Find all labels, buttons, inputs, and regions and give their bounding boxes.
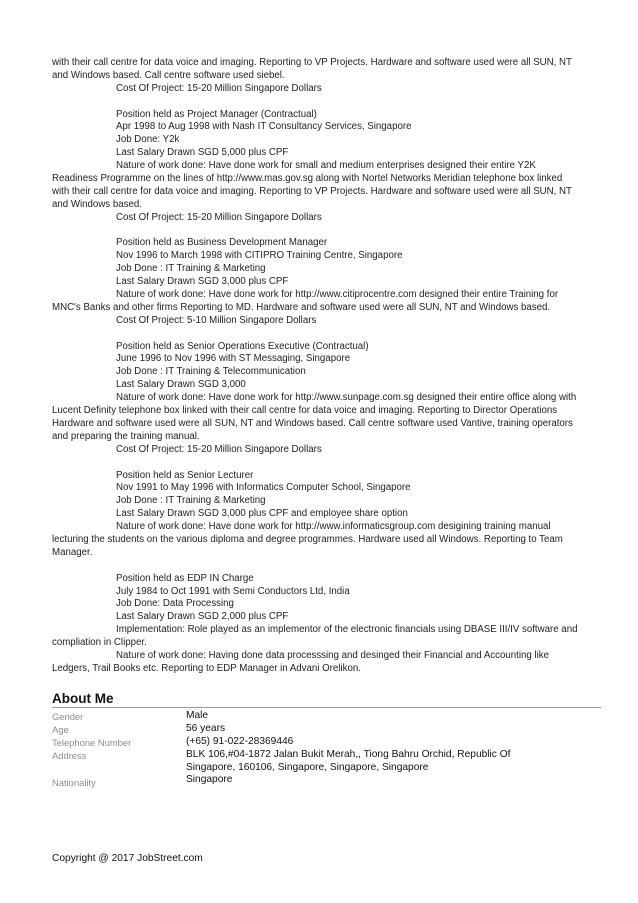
text-line: Hardware and software used were all SUN, NT and Windows based. Call centre software used Vantive, training operators <box>52 417 573 429</box>
telephone-label: Telephone Number <box>52 737 132 748</box>
address-label: Address <box>52 750 87 761</box>
text-line: Job Done : IT Training & Marketing <box>116 495 266 507</box>
text-line: Nature of work done: Having done data processsing and desinged their Financial and Accounting like <box>116 649 549 661</box>
text-line: Last Salary Drawn SGD 3,000 plus CPF and employee share option <box>116 508 408 520</box>
text-line: with their call centre for data voice and imaging. Reporting to VP Projects. Hardware and software used were all SUN, NT <box>52 185 572 197</box>
nationality-value: Singapore <box>186 774 233 785</box>
blank-line <box>52 457 592 470</box>
age-value: 56 years <box>186 723 226 734</box>
blank-line <box>52 96 592 109</box>
text-line: Nov 1996 to March 1998 with CITIPRO Training Centre, Singapore <box>116 250 403 262</box>
text-line: MNC's Banks and other firms Reporting to MD. Hardware and software used were all SUN, NT and Windows based. <box>52 301 551 313</box>
blank-line <box>52 225 592 238</box>
text-line: Job Done: Data Processing <box>116 598 234 610</box>
gender-label: Gender <box>52 711 84 722</box>
text-line: Manager. <box>52 546 93 558</box>
text-line: with their call centre for data voice and imaging. Reporting to VP Projects. Hardware and software used were all SUN, NT <box>52 57 572 68</box>
text-line: July 1984 to Oct 1991 with Semi Conductors Ltd, India <box>116 585 350 597</box>
text-line: and preparing the training manual. <box>52 430 200 442</box>
text-line: Last Salary Drawn SGD 3,000 <box>116 379 246 391</box>
section-divider <box>52 707 601 708</box>
about-me-heading: About Me <box>52 691 114 706</box>
text-line: Position held as EDP IN Charge <box>116 572 254 584</box>
text-line: and Windows based. Call centre software used siebel. <box>52 69 285 81</box>
address-value: BLK 106,#04-1872 Jalan Bukit Merah,, Tiong Bahru Orchid, Republic Of Singapore, 160106, Singapore, Singapore, Singapore <box>186 749 511 773</box>
text-line: Position held as Project Manager (Contractual) <box>116 108 317 120</box>
text-line: Job Done : IT Training & Marketing <box>116 263 266 275</box>
gender-value: Male <box>186 710 209 721</box>
text-line: June 1996 to Nov 1996 with ST Messaging, Singapore <box>116 353 351 365</box>
text-line: lecturing the students on the various diploma and degree programmes. Hardware used all Windows. Reporting to Team <box>52 533 563 545</box>
text-line: Cost Of Project: 15-20 Million Singapore Dollars <box>116 443 322 455</box>
telephone-value: (+65) 91-022-28369446 <box>186 736 294 747</box>
text-line: Last Salary Drawn SGD 3,000 plus CPF <box>116 276 289 288</box>
age-label: Age <box>52 724 69 735</box>
text-line: Nature of work done: Have done work for small and medium enterprises designed their entire Y2K <box>116 160 536 172</box>
text-line: Position held as Senior Operations Executive (Contractual) <box>116 340 369 352</box>
text-line: Nature of work done: Have done work for http://www.sunpage.com.sg designed their entire office along with <box>116 392 577 404</box>
blank-line <box>52 328 592 341</box>
text-line: Apr 1998 to Aug 1998 with Nash IT Consultancy Services, Singapore <box>116 121 412 133</box>
text-line: Ledgers, Trail Books etc. Reporting to EDP Manager in Advani Orelikon. <box>52 662 361 674</box>
blank-line <box>52 560 592 573</box>
text-line: Cost Of Project: 15-20 Million Singapore Dollars <box>116 211 322 223</box>
nationality-label: Nationality <box>52 777 96 788</box>
text-line: Cost Of Project: 15-20 Million Singapore Dollars <box>116 82 322 94</box>
text-line: compliation in Clipper. <box>52 637 147 649</box>
text-line: Nature of work done: Have done work for http://www.citiprocentre.com designed their entire Training for <box>116 289 559 301</box>
text-line: Readiness Programme on the lines of http://www.mas.gov.sg along with Nortel Networks Meridian telephone box linked <box>52 173 563 185</box>
text-line: Implementation: Role played as an implementor of the electronic financials using DBASE III/IV software and <box>116 624 578 636</box>
text-line: Nov 1991 to May 1996 with Informatics Computer School, Singapore <box>116 482 411 494</box>
text-line: Job Done : IT Training & Telecommunication <box>116 366 306 378</box>
text-line: Lucent Definity telephone box linked with their call centre for data voice and imaging. Reporting to Director Operations <box>52 405 558 417</box>
text-line: Position held as Business Development Manager <box>116 237 328 249</box>
text-line: Last Salary Drawn SGD 2,000 plus CPF <box>116 611 289 623</box>
work-history-text <box>52 57 592 676</box>
text-line: Position held as Senior Lecturer <box>116 469 254 481</box>
text-line: Job Done: Y2k <box>116 134 180 146</box>
text-line: Cost Of Project: 5-10 Million Singapore Dollars <box>116 314 317 326</box>
text-line: Last Salary Drawn SGD 5,000 plus CPF <box>116 147 289 159</box>
text-line: and Windows based. <box>52 198 142 210</box>
footer-copyright: Copyright @ 2017 JobStreet.com <box>52 853 203 864</box>
text-line: Nature of work done: Have done work for http://www.informaticsgroup.com desigining training manual <box>116 521 551 533</box>
